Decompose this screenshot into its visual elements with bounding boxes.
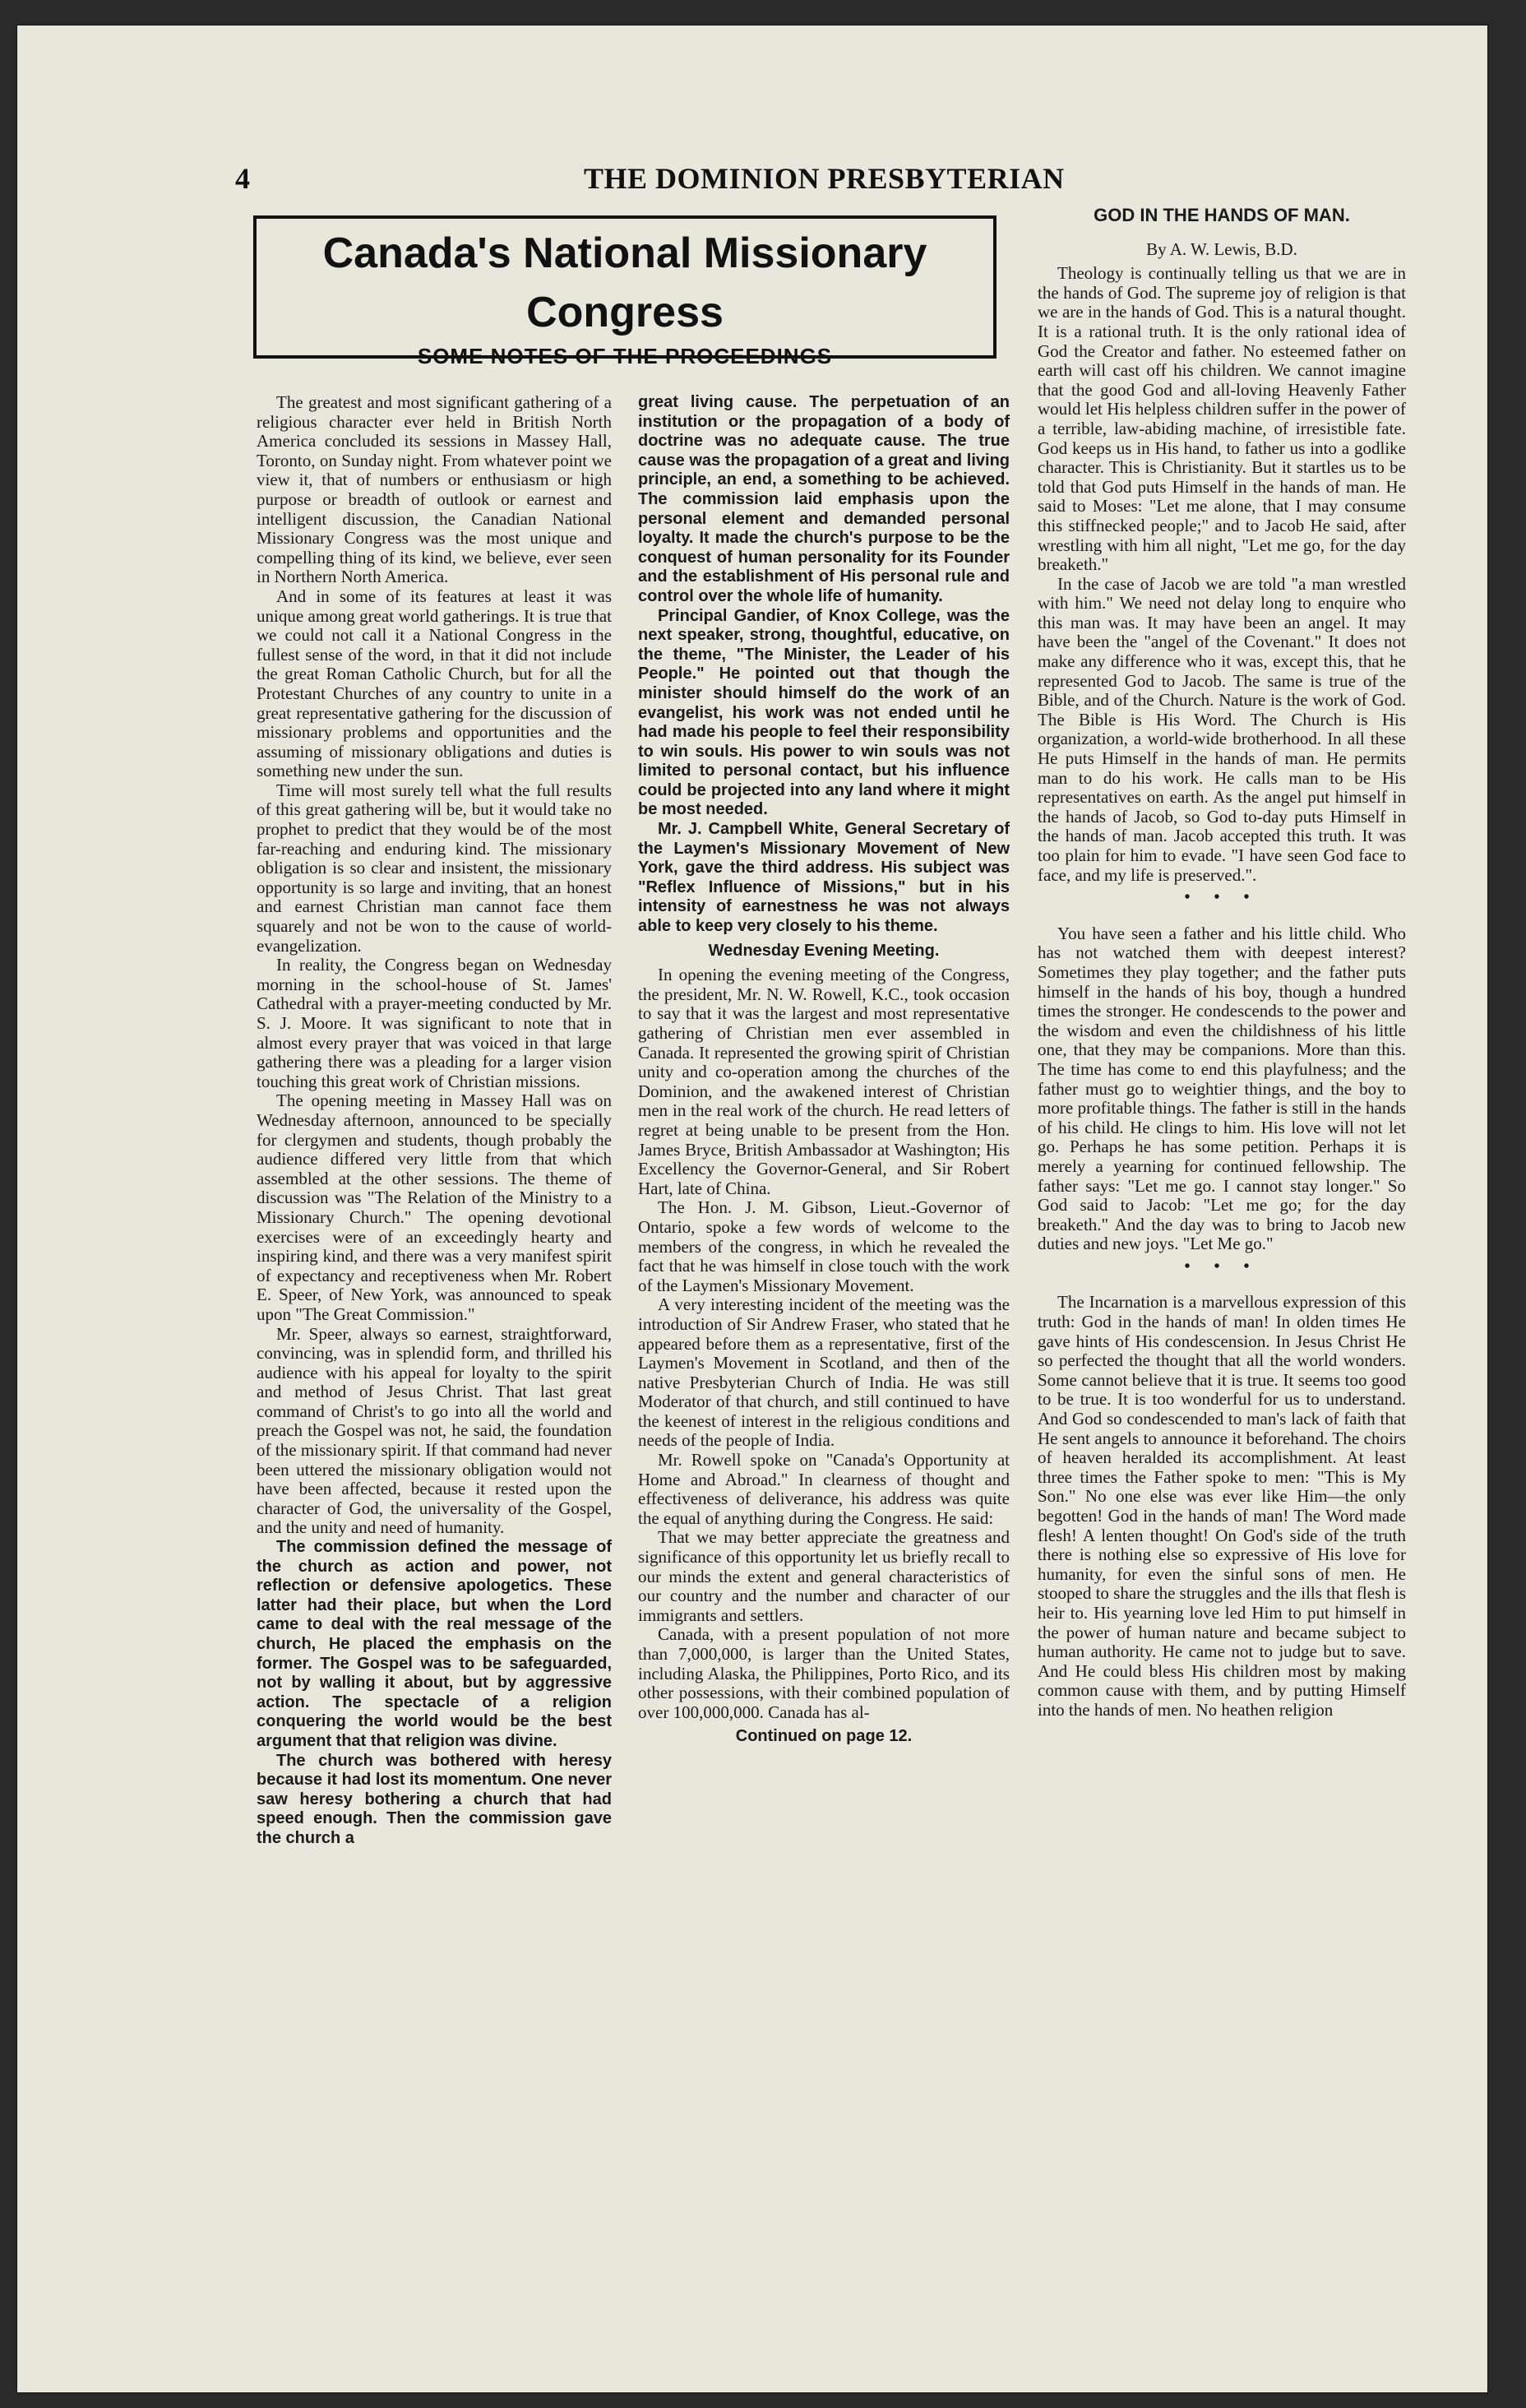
paragraph: Canada, with a present population of not more than 7,000,000, is larger than the United States, including Alaska, the Philippines, Porto Rico, and its other possessions, with their combined population of over 100,000,000. Canada has al- [638,1624,1010,1722]
paragraph: great living cause. The perpetuation of an institution or the propagation of a body of doctrine was no adequate cause. The true cause was the propagation of a great and living principle, an end, a something to be achieved. The commission laid emphasis upon the personal element and demanded personal loyalty. It made the church's purpose to be the conquest of human personality for its Founder and the establishment of His personal rule and control over the whole life of humanity. [638,393,1010,605]
section-divider: • • • [1184,888,1260,907]
section-subheading: Wednesday Evening Meeting. [708,941,940,960]
article-column-1 [257,393,612,1849]
paragraph: The Hon. J. M. Gibson, Lieut.-Governor of Ontario, spoke a few words of welcome to the members of the congress, in which he revealed the fact that he was himself in close touch with the work of the Laymen's Missionary Movement. [638,1197,1010,1295]
paragraph: Mr. Rowell spoke on "Canada's Opportunity at Home and Abroad." In clearness of thought and effectiveness of deliverance, his address was quite the equal of anything during the Congress. He said: [638,1450,1010,1528]
paragraph: The opening meeting in Massey Hall was on Wednesday afternoon, announced to be specially for clergymen and students, though probably the audience differed very little from that which assembled at the other sessions. The theme of discussion was "The Relation of the Ministry to a Missionary Church." The opening devotional exercises were of an exceedingly hearty and inspiring kind, and there was a very manifest spirit of expectancy and receptiveness when Mr. Robert E. Speer, of New York, was announced to speak upon "The Great Commission." [257,1091,612,1324]
feature-headline-box [253,215,997,368]
paragraph: The greatest and most significant gathering of a religious character ever held in British North America concluded its sessions in Massey Hall, Toronto, on Sunday night. From whatever point we view it, that of numbers or enthusiasm or high purpose or breadth of outlook or earnest and intelligent discussion, the Canadian National Missionary Congress was the most unique and compelling thing of its kind, we believe, ever seen in Northern North America. [257,392,612,587]
paragraph: A very interesting incident of the meeting was the introduction of Sir Andrew Fraser, who stated that he appeared before them as a representative, first of the Laymen's Movement in Scotland, and then of the native Presbyterian Church of India. He was still Moderator of that church, and still continued to have the keenest of interest in the religious conditions and needs of the people of India. [638,1294,1010,1451]
paragraph: Time will most surely tell what the full results of this great gathering will be, but it would take no prophet to predict that they would be of the most far-reaching and enduring kind. The missionary obligation is so clear and insistent, the missionary opportunity is so large and inviting, that an honest and earnest Christian man cannot face them squarely and not be won to the cause of world-evangelization. [257,780,612,956]
byline: By A. W. Lewis, B.D. [1146,238,1297,259]
section-divider: • • • [1184,1257,1260,1276]
paragraph: In the case of Jacob we are told "a man wrestled with him." We need not delay long to enquire who this man was. It may have been an angel. It may have been the "angel of the Covenant." It does not make any difference who it was, except this, that he represented God to Jacob. The same is true of the Bible, and of the Church. Nature is the work of God. The Bible is His Word. The Church is His organization, a world-wide brotherhood. In all these He puts Himself in the hands of man. He permits man to do his work. He calls man to be His representatives on earth. As the angel put himself in the hands of Jacob, so God to-day puts Himself in the hands of man. Jacob accepted this truth. It was too plain for him to evade. "I have seen God face to face, and my life is preserved.". [1038,573,1406,885]
article-column-2 [638,393,1010,1747]
paragraph: The Incarnation is a marvellous expression of this truth: God in the hands of man! In olden times He gave hints of His condescension. In Jesus Christ He so perfected the thought that all the world wonders. Some cannot believe that it is true. It seems too good to be true. It is too wonderful for us to understand. And God so condescended to man's lack of faith that He sent angels to announce it beforehand. The choirs of heaven heralded its accomplishment. At least three times the Father spoke to men: "This is My Son." No one else was ever like Him—the only begotten! God in the hands of man! The Word made flesh! A lenten thought! On God's side of the truth there is nothing else so expressive of His love for humanity, for even the sinful sons of men. He stooped to share the struggles and the ills that flesh is heir to. His yearning love led Him to put himself in the power of human nature and became subject to human authority. He came not to judge but to save. And He could bless His children most by making common cause with them, and by putting Himself into the hands of men. No heathen religion [1038,1292,1406,1720]
headline-line-2: Congress [526,289,724,336]
article-title: GOD IN THE HANDS OF MAN. [1094,205,1350,225]
paragraph: That we may better appreciate the greatness and significance of this opportunity let us briefly recall to our minds the extent and general characteristics of our country and the number and character of our immigrants and settlers. [638,1527,1010,1625]
continued-note: Continued on page 12. [735,1727,913,1746]
headline-subtitle: SOME NOTES OF THE PROCEEDINGS [417,344,833,368]
paragraph: And in some of its features at least it was unique among great world gatherings. It is true that we could not call it a National Congress in the fullest sense of the word, in that it did not include the great Roman Catholic Church, but for all the Protestant Churches of any country to unite in a great representative gathering for the discussion of missionary problems and opportunities and the assuming of missionary obligations and duties is something new under the sun. [257,586,612,781]
paragraph: Principal Gandier, of Knox College, was the next speaker, strong, thoughtful, educative, on the theme, "The Minister, the Leader of his People." He pointed out that though the minister should himself do the work of an evangelist, his work was not ended until he had made his people to feel their responsibility to win souls. His power to win souls was not limited to personal contact, but his influence could be projected into any land where it might be most needed. [638,606,1010,819]
publication-title: THE DOMINION PRESBYTERIAN [584,162,1065,195]
paragraph: In reality, the Congress began on Wednesday morning in the school-house of St. James' Cathedral with a prayer-meeting conducted by Mr. S. J. Moore. It was significant to note that in almost every prayer that was voiced in that large gathering there was a pleading for a larger vision touching this great work of Christian missions. [257,955,612,1091]
paragraph: In opening the evening meeting of the Congress, the president, Mr. N. W. Rowell, K.C., took occasion to say that it was the largest and most representative gathering of Christian men ever assembled in Canada. It represented the growing spirit of Christian unity and co-operation among the churches of the Dominion, and the awakened interest of Christian men in the real work of the church. He read letters of regret at being unable to be present from the Hon. James Bryce, British Ambassador at Washington; His Excellency the Governor-General, and Sir Robert Hart, late of China. [638,965,1010,1198]
headline-line-1: Canada's National Missionary [322,229,927,277]
paragraph: The church was bothered with heresy because it had lost its momentum. One never saw heresy bothering a church that had speed enough. Then the commission gave the church a [257,1751,612,1847]
page-number: 4 [235,162,250,195]
paragraph: The commission defined the message of the church as action and power, not reflection or defensive apologetics. These latter had their place, but when the Lord came to deal with the real message of the church, He placed the emphasis on the former. The Gospel was to be safeguarded, not by walling it about, but by aggressive action. The spectacle of a religion conquering the world would be the best argument that that religion was divine. [257,1538,612,1750]
paragraph: You have seen a father and his little child. Who has not watched them with deepest interest? Sometimes they play together; and the father puts himself in the hands of his boy, though a hundred times the stronger. He condescends to the power and the wisdom and even the childishness of his little one, that they may be companions. More than this. The time has come to end this playfulness; and the father must go to weightier things, and the boy to more profitable things. The father is still in the hands of his child. He clings to him. His love will not let go. Perhaps he has some petition. Perhaps it is merely a yearning for continued fellowship. The father says: "Let me go. I cannot stay longer." So God said to Jacob: "Let me go; for the day breaketh." And the day was to bring to Jacob new duties and new joys. "Let Me go." [1038,923,1406,1254]
article-column-3 [1038,206,1406,1720]
paragraph: Mr. J. Campbell White, General Secretary of the Laymen's Missionary Movement of New York, gave the third address. His subject was "Reflex Influence of Missions," but in his intensity of earnestness he was not always able to keep very closely to his theme. [638,820,1010,936]
paragraph: Theology is continually telling us that we are in the hands of God. The supreme joy of religion is that we are in the hands of God. This is a natural thought. It is a rational truth. It is the only rational idea of God the Creator and father. No esteemed father on earth will cast off his children. We cannot imagine that the good God and all-loving Heavenly Father would let His helpless children suffer in the power of a terrible, law-abiding machine, of irresistible fate. God keeps us in His hand, to father us into a godlike character. This is Christianity. But it startles us to be told that God puts Himself in the hands of man. He said to Moses: "Let me alone, that I may consume this stiffnecked people;" and to Jacob He said, after wrestling with him all night, "Let me go, for the day breaketh." [1038,263,1406,575]
paragraph: Mr. Speer, always so earnest, straightforward, convincing, was in splendid form, and thrilled his audience with his appeal for loyalty to the spirit and method of Jesus Christ. That last great command of Christ's to go into all the world and preach the Gospel was not, he said, the foundation of the missionary spirit. If that command had never been uttered the missionary obligation would not have been affected, because it rested upon the character of God, the universality of the Gospel, and the unity and need of humanity. [257,1323,612,1538]
